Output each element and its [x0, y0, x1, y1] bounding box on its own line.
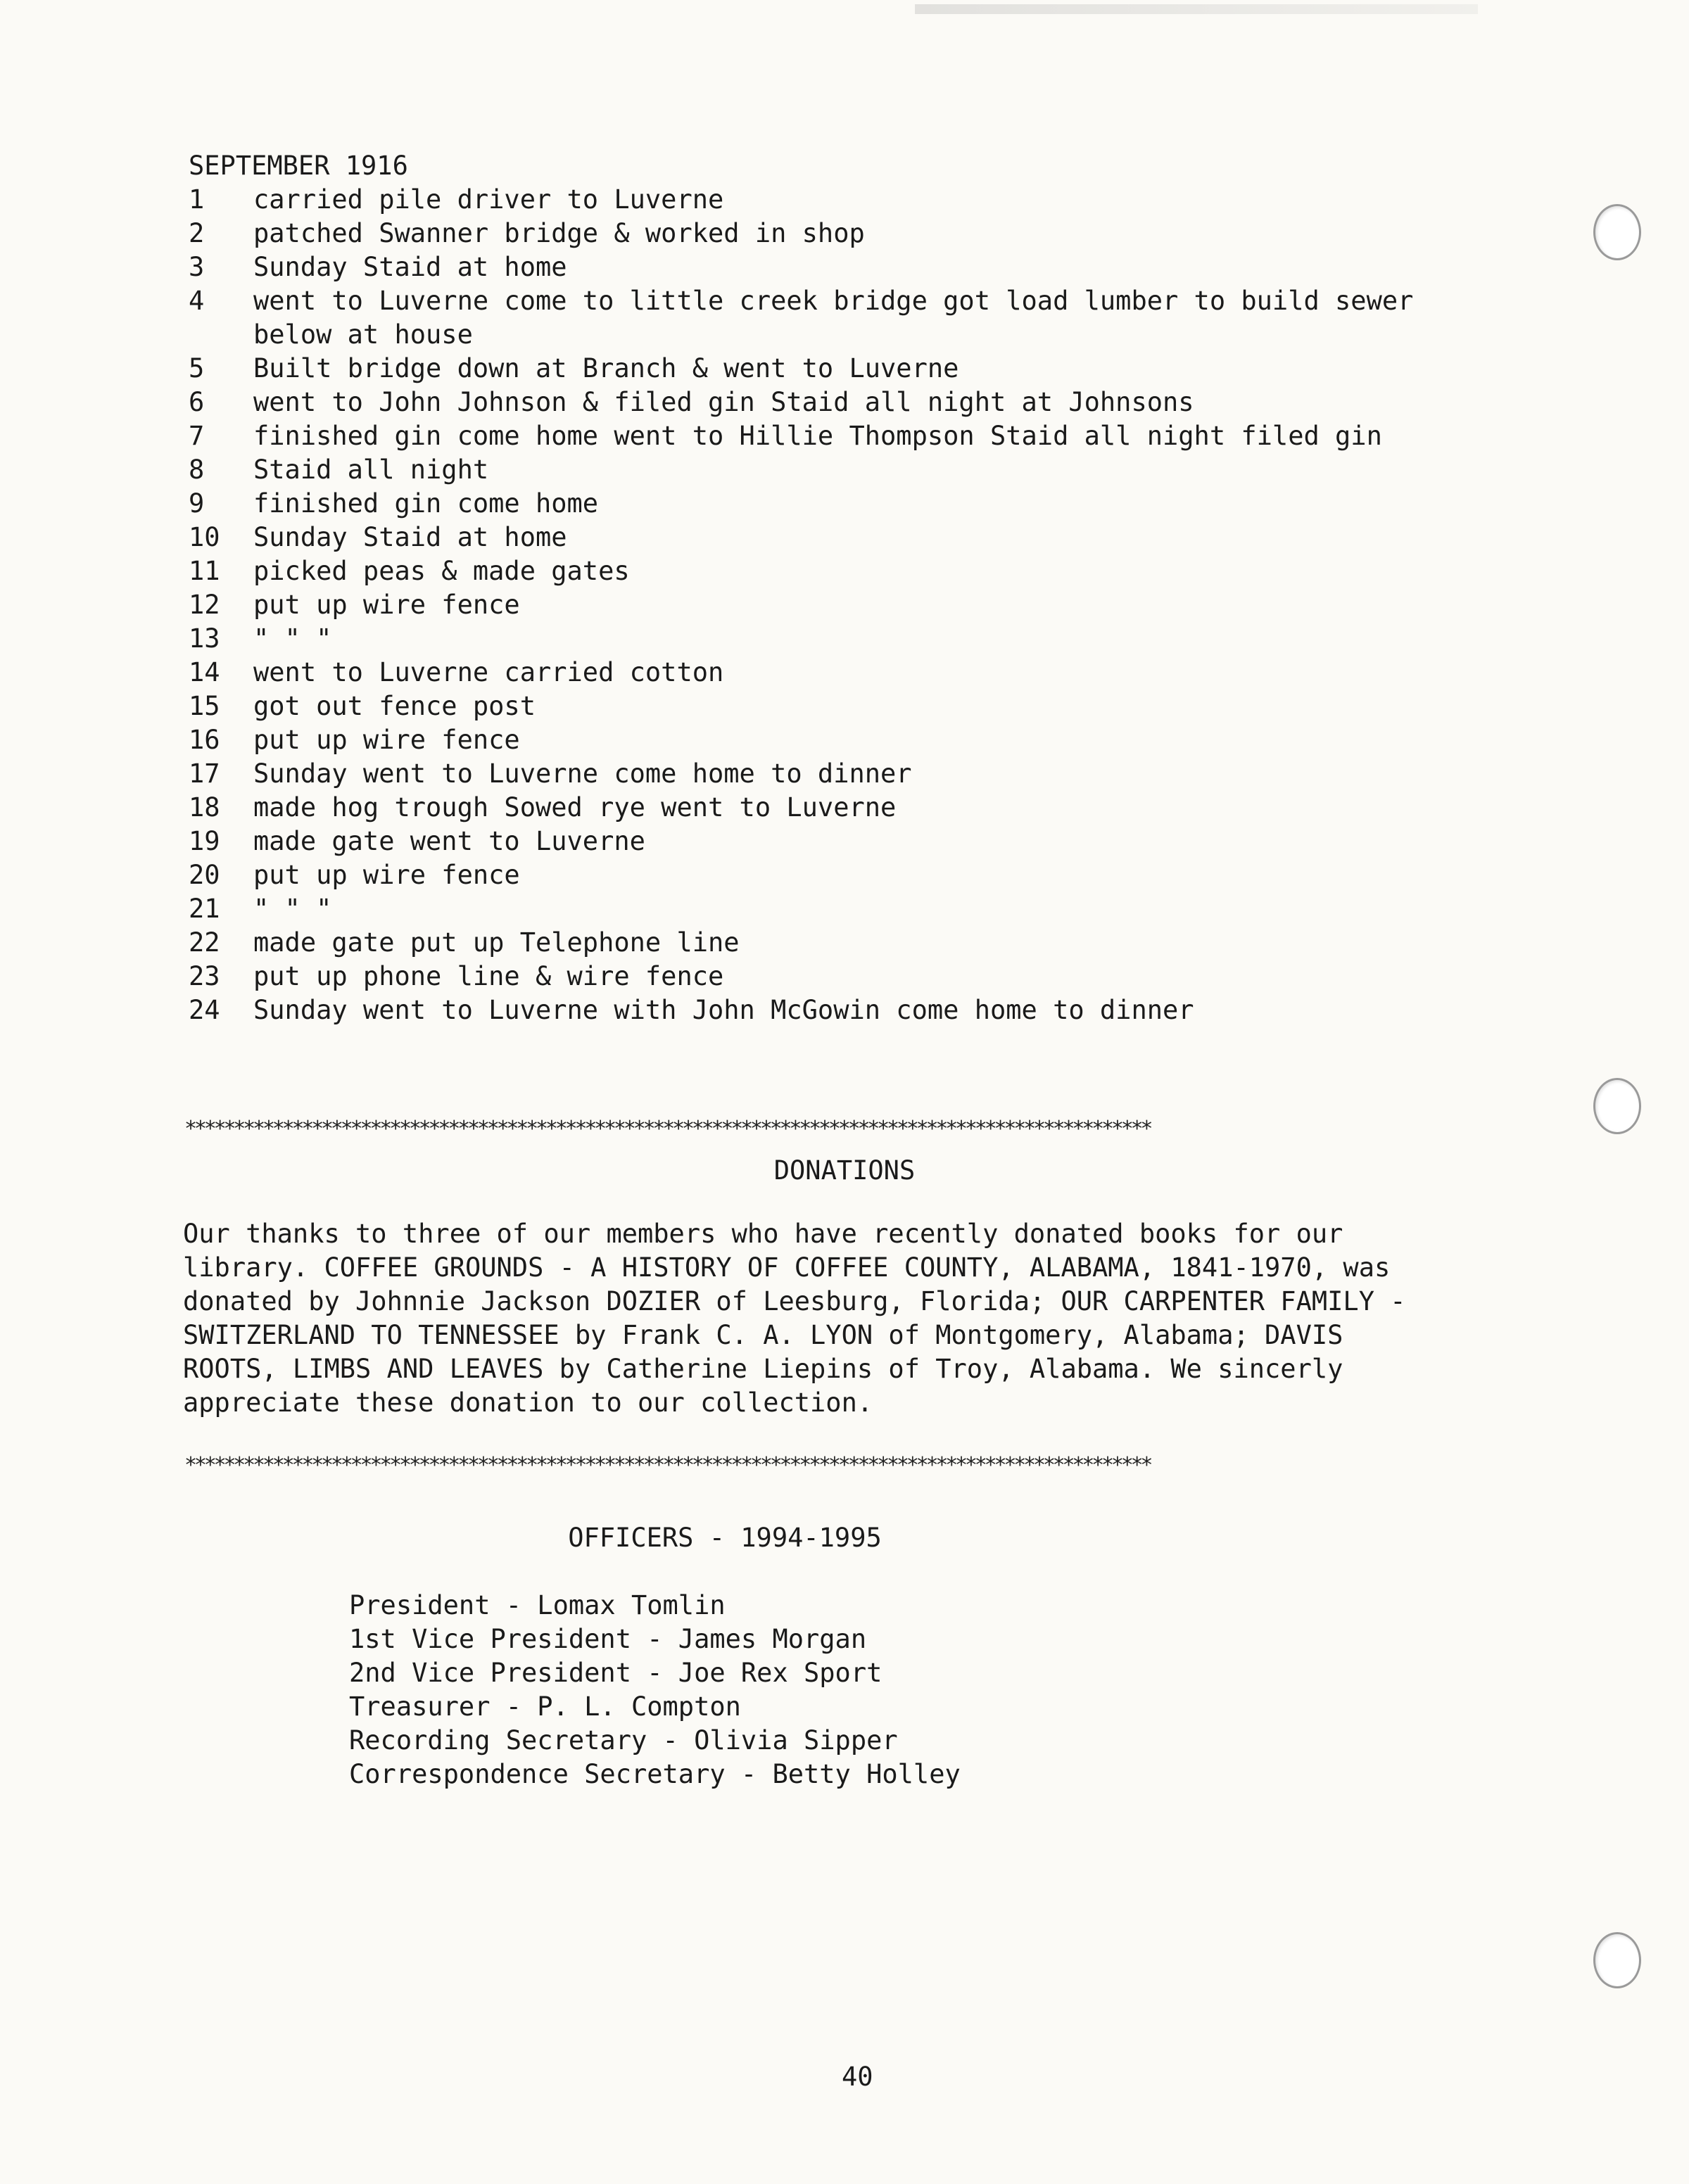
- asterisk-divider: ***************************************************************************************************: [184, 1117, 1151, 1141]
- entry-day: 7: [189, 421, 205, 451]
- diary-entry: [189, 892, 1413, 926]
- paragraph-line: SWITZERLAND TO TENNESSEE by Frank C. A. LYON of Montgomery, Alabama; DAVIS: [183, 1320, 1343, 1350]
- diary-entry: [189, 656, 1413, 690]
- entry-day: 13: [189, 623, 220, 654]
- binder-hole: [1593, 204, 1641, 260]
- diary-entry: [189, 487, 1413, 521]
- entry-text: " " ": [253, 894, 332, 924]
- entry-day: 2: [189, 218, 205, 248]
- entry-text: " " ": [253, 623, 332, 654]
- entry-text: put up wire fence: [253, 590, 520, 620]
- diary-entry: [189, 690, 1413, 723]
- entry-text: Built bridge down at Branch & went to Luverne: [253, 353, 959, 383]
- entry-day: 24: [189, 995, 220, 1025]
- asterisk-divider: ***************************************************************************************************: [184, 1454, 1151, 1478]
- entry-text: made gate put up Telephone line: [253, 927, 740, 958]
- donations-paragraph: [183, 1217, 1492, 1420]
- entry-text: Sunday Staid at home: [253, 252, 567, 282]
- entry-day: 16: [189, 725, 220, 755]
- diary-entry: [189, 858, 1413, 892]
- entry-text: Staid all night: [253, 455, 489, 485]
- entry-day: 18: [189, 792, 220, 823]
- donations-heading: DONATIONS: [773, 1155, 916, 1186]
- diary-entry: [189, 521, 1413, 554]
- diary-entry-continuation: [189, 318, 1413, 352]
- diary-entry: [189, 554, 1413, 588]
- entry-text: made gate went to Luverne: [253, 826, 645, 856]
- officer-item: President - Lomax Tomlin: [349, 1590, 726, 1620]
- entry-text: put up wire fence: [253, 860, 520, 890]
- officer-item: Recording Secretary - Olivia Sipper: [349, 1725, 898, 1756]
- entry-day: 19: [189, 826, 220, 856]
- diary-entry: [189, 453, 1413, 487]
- diary-entry: [189, 352, 1413, 386]
- paragraph-line: Our thanks to three of our members who have recently donated books for our: [183, 1219, 1343, 1249]
- entry-text: finished gin come home: [253, 488, 599, 519]
- entry-text: went to John Johnson & filed gin Staid all night at Johnsons: [253, 387, 1194, 417]
- entry-day: 12: [189, 590, 220, 620]
- entry-day: 21: [189, 894, 220, 924]
- entry-text-continued: below at house: [253, 319, 473, 350]
- page-number: 40: [842, 2062, 873, 2092]
- diary-entry: [189, 825, 1413, 858]
- entry-text: went to Luverne come to little creek bridge got load lumber to build sewer: [253, 286, 1414, 316]
- diary-entry: [189, 757, 1413, 791]
- entry-day: 6: [189, 387, 205, 417]
- entry-day: 1: [189, 184, 205, 215]
- diary-entry: [189, 926, 1413, 960]
- entry-text: Sunday Staid at home: [253, 522, 567, 552]
- entry-day: 14: [189, 657, 220, 687]
- diary-entry: [189, 284, 1413, 318]
- entry-text: carried pile driver to Luverne: [253, 184, 724, 215]
- paragraph-line: donated by Johnnie Jackson DOZIER of Leesburg, Florida; OUR CARPENTER FAMILY -: [183, 1286, 1406, 1316]
- diary-entry: [189, 960, 1413, 993]
- paragraph-line: appreciate these donation to our collection.: [183, 1388, 873, 1418]
- entry-day: 22: [189, 927, 220, 958]
- diary-entry: [189, 217, 1413, 250]
- entry-text: put up phone line & wire fence: [253, 961, 724, 991]
- entry-text: Sunday went to Luverne come home to dinner: [253, 758, 912, 789]
- entry-text: put up wire fence: [253, 725, 520, 755]
- officer-item: 2nd Vice President - Joe Rex Sport: [349, 1658, 883, 1688]
- binder-hole: [1593, 1932, 1641, 1988]
- paragraph-line: library. COFFEE GROUNDS - A HISTORY OF COFFEE COUNTY, ALABAMA, 1841-1970, was: [183, 1252, 1391, 1283]
- diary-heading: SEPTEMBER 1916: [189, 151, 408, 181]
- entry-day: 23: [189, 961, 220, 991]
- entry-day: 15: [189, 691, 220, 721]
- officers-heading: OFFICERS - 1994-1995: [568, 1523, 882, 1553]
- diary-entry: [189, 723, 1413, 757]
- diary-entry: [189, 250, 1413, 284]
- entry-day: 11: [189, 556, 220, 586]
- diary-entry: [189, 419, 1413, 453]
- entry-day: 10: [189, 522, 220, 552]
- diary-entries: [189, 183, 1413, 1027]
- entry-day: 5: [189, 353, 205, 383]
- entry-text: patched Swanner bridge & worked in shop: [253, 218, 865, 248]
- entry-text: went to Luverne carried cotton: [253, 657, 724, 687]
- entry-day: 17: [189, 758, 220, 789]
- scan-bleed-mark: [915, 4, 1478, 14]
- officer-item: Correspondence Secretary - Betty Holley: [349, 1759, 961, 1789]
- binder-hole: [1593, 1078, 1641, 1134]
- entry-day: 20: [189, 860, 220, 890]
- diary-entry: [189, 993, 1413, 1027]
- officer-item: Treasurer - P. L. Compton: [349, 1691, 741, 1722]
- entry-text: got out fence post: [253, 691, 536, 721]
- entry-day: 4: [189, 286, 205, 316]
- diary-entry: [189, 791, 1413, 825]
- officers-list: [349, 1589, 961, 1791]
- entry-day: 3: [189, 252, 205, 282]
- entry-day: 8: [189, 455, 205, 485]
- entry-text: picked peas & made gates: [253, 556, 630, 586]
- diary-entry: [189, 622, 1413, 656]
- entry-text: Sunday went to Luverne with John McGowin come home to dinner: [253, 995, 1194, 1025]
- diary-entry: [189, 183, 1413, 217]
- officer-item: 1st Vice President - James Morgan: [349, 1624, 867, 1654]
- diary-entry: [189, 588, 1413, 622]
- entry-day: 9: [189, 488, 205, 519]
- entry-text: made hog trough Sowed rye went to Luverne: [253, 792, 897, 823]
- paragraph-line: ROOTS, LIMBS AND LEAVES by Catherine Liepins of Troy, Alabama. We sincerly: [183, 1354, 1343, 1384]
- entry-text: finished gin come home went to Hillie Thompson Staid all night filed gin: [253, 421, 1382, 451]
- diary-entry: [189, 386, 1413, 419]
